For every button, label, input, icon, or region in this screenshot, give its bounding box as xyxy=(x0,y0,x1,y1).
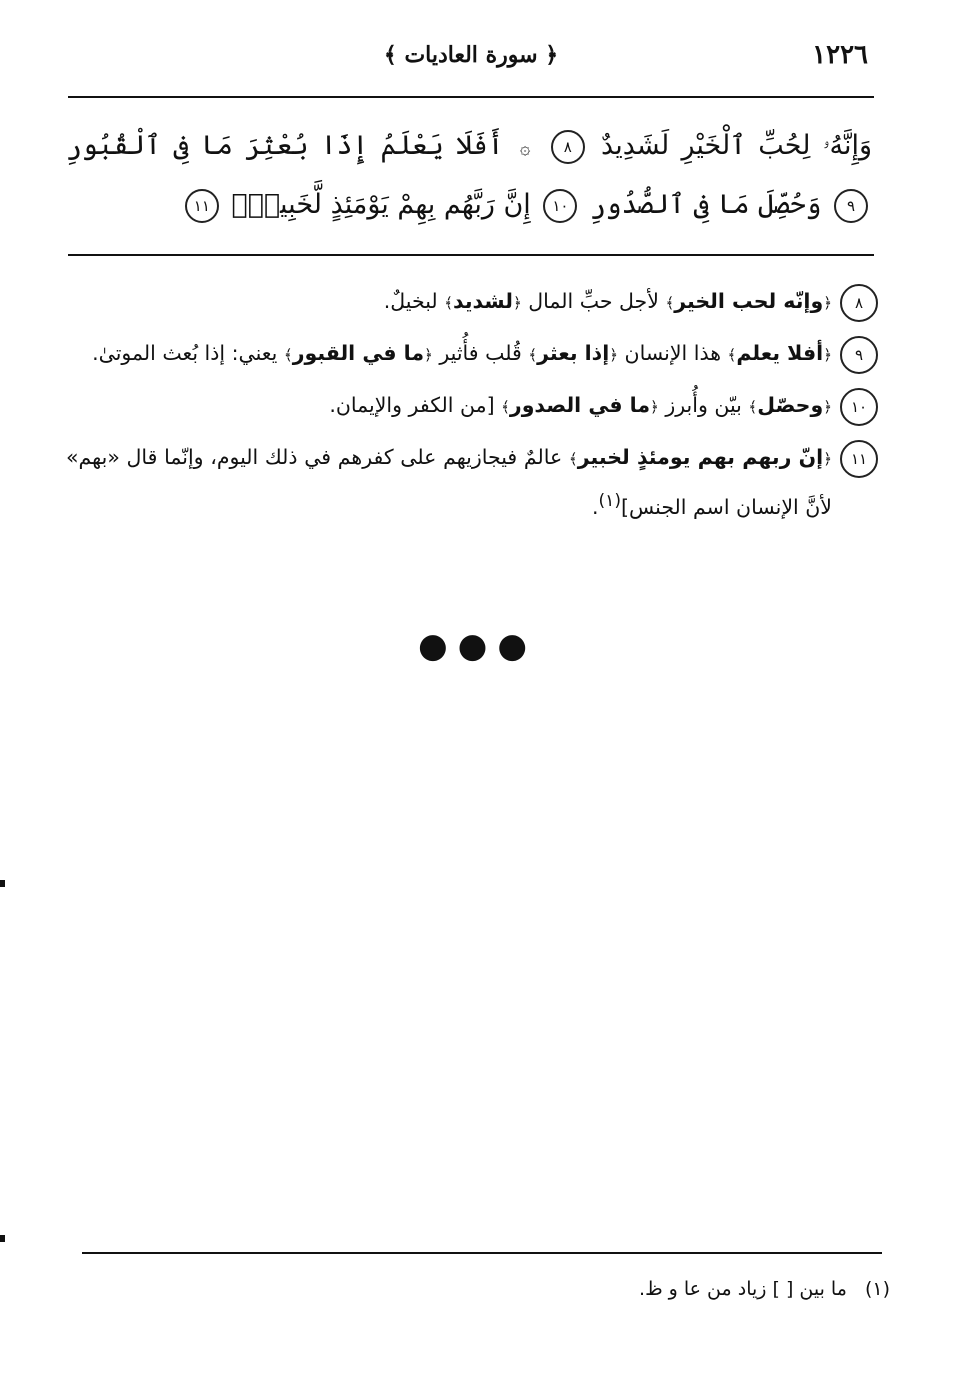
verse-9: أَفَلَا يَعْلَمُ إِذَا بُعْثِرَ مَا فِى ٱلْقُبُورِ xyxy=(66,130,504,161)
commentary-entry-11 xyxy=(66,436,878,528)
explanation-text: يعني: إذا بُعث الموتىٰ. xyxy=(92,341,284,365)
verse-number-8: ٨ xyxy=(551,130,585,164)
verse-number-10: ١٠ xyxy=(543,189,577,223)
commentary-number-8: ٨ xyxy=(840,284,878,322)
hizb-mark-icon: ۞ xyxy=(519,138,531,159)
commentary-number-10: ١٠ xyxy=(840,388,878,426)
explanation-text: بيّن وأُبرز xyxy=(658,393,749,417)
footnote xyxy=(82,1278,890,1300)
bracket-open: ﴿ xyxy=(512,294,522,312)
commentary-entry-10 xyxy=(66,384,878,428)
bracket-close: ﴾ xyxy=(665,294,675,312)
explanation-text: لبخيلٌ. xyxy=(383,289,445,313)
commentary-entry-9 xyxy=(66,332,878,376)
commentary-number-11: ١١ xyxy=(840,440,878,478)
footnote-mark: (١) xyxy=(864,1278,890,1300)
scan-speck xyxy=(0,880,5,887)
verse-11: إِنَّ رَبَّهُم بِهِمْ يَوْمَئِذٍ لَّخَبِيرٌۢ xyxy=(231,189,531,220)
commentary-number-9: ٩ xyxy=(840,336,878,374)
section-end-dots: ●●● xyxy=(417,626,537,666)
page-header xyxy=(68,38,874,78)
bracket-close: ﴾ xyxy=(528,346,538,364)
quoted-phrase: ما في الصدور xyxy=(509,393,651,417)
quoted-phrase: لشديد xyxy=(452,289,513,313)
bracket-open: ﴿ xyxy=(823,450,832,468)
verses-divider xyxy=(68,254,874,256)
commentary-entry-8 xyxy=(66,280,878,324)
quoted-phrase: وإنّه لحب الخير xyxy=(674,289,824,313)
explanation-text: . xyxy=(591,494,599,519)
header-divider xyxy=(68,96,874,98)
quoted-phrase: ما في القبور xyxy=(292,341,425,365)
bracket-close: ﴾ xyxy=(748,398,758,416)
bracket-close: ﴾ xyxy=(444,294,453,312)
bracket-close: ﴾ xyxy=(283,346,293,364)
quran-verses xyxy=(66,118,872,233)
explanation-text: قُلب فأُثير xyxy=(432,341,529,365)
verse-10: وَحُصِّلَ مَا فِى ٱلصُّدُورِ xyxy=(589,189,822,220)
quoted-phrase: وحصّل xyxy=(757,393,824,417)
bracket-open: ﴿ xyxy=(424,346,433,364)
page-number: ١٢٢٦ xyxy=(812,40,868,70)
scan-speck xyxy=(0,1235,5,1242)
bracket-open: ﴿ xyxy=(650,398,659,416)
bracket-close: ﴾ xyxy=(568,450,578,468)
footnote-text: ما بين [ ] زياد من عا و ظ. xyxy=(639,1278,847,1300)
surah-title: ﴿ سورة العاديات ﴾ xyxy=(383,42,559,68)
bracket-open: ﴿ xyxy=(823,294,832,312)
quoted-phrase: أفلا يعلم xyxy=(736,341,824,365)
footnote-reference[interactable]: (١) xyxy=(598,491,621,511)
quoted-phrase: إذا بعثر xyxy=(537,341,610,365)
verse-number-9: ٩ xyxy=(834,189,868,223)
bracket-open: ﴿ xyxy=(823,346,832,364)
verse-number-11: ١١ xyxy=(185,189,219,223)
explanation-text: عالمٌ فيجازيهم على كفرهم في ذلك اليوم، وإنّما قال «بهم» لأنَّ الإنسان اسم الجنس] xyxy=(66,445,832,519)
verse-8: وَإِنَّهُۥ لِحُبِّ ٱلْخَيْرِ لَشَدِيدٌ xyxy=(601,130,873,161)
bracket-close: ﴾ xyxy=(727,346,737,364)
tafsir-commentary xyxy=(66,280,878,536)
bracket-close: ﴾ xyxy=(501,398,510,416)
explanation-text: لأجل حبِّ المال xyxy=(521,289,666,313)
explanation-text: هذا الإنسان xyxy=(618,341,728,365)
bracket-open: ﴿ xyxy=(823,398,832,416)
explanation-text: [من الكفر والإيمان. xyxy=(329,393,502,417)
quoted-phrase: إنّ ربهم بهم يومئذٍ لخبير xyxy=(577,445,824,469)
footnote-divider xyxy=(82,1252,882,1254)
bracket-open: ﴿ xyxy=(609,346,619,364)
